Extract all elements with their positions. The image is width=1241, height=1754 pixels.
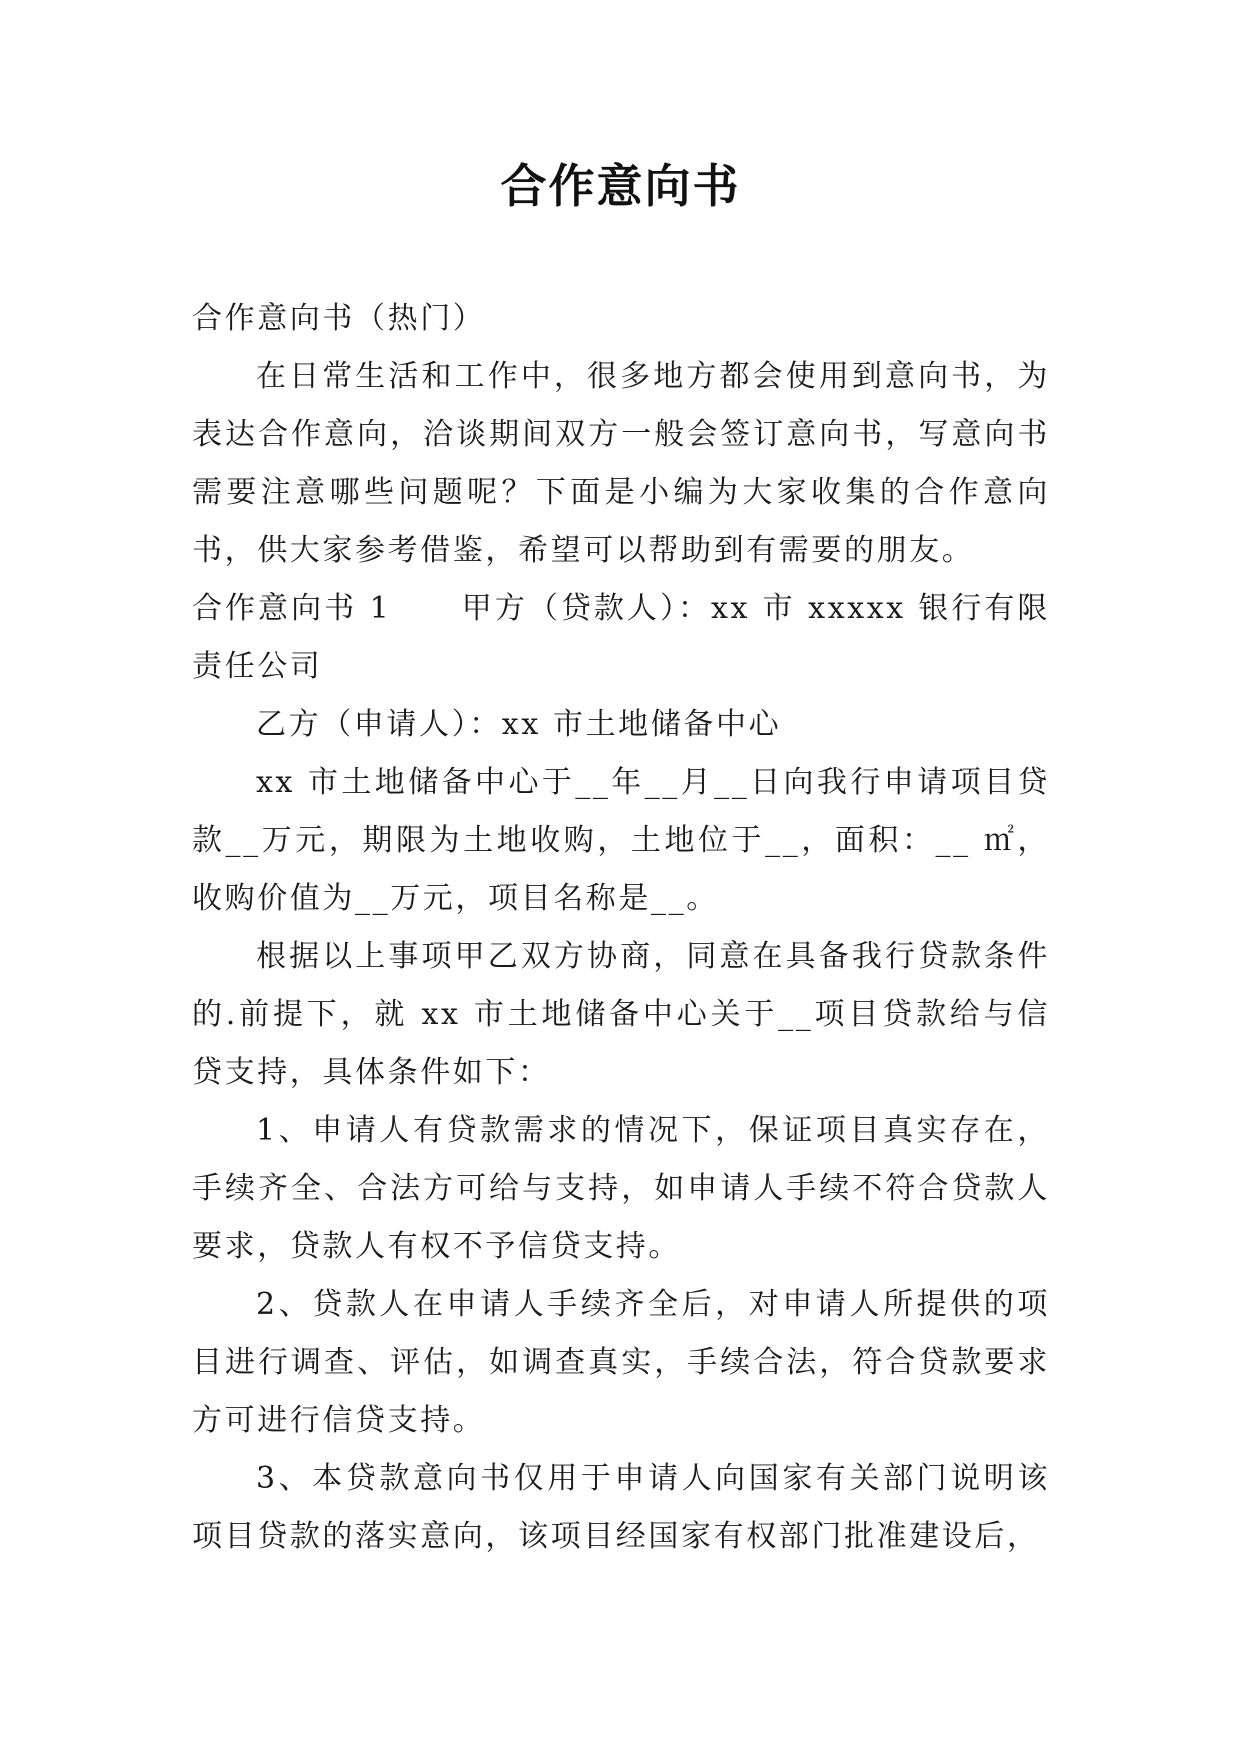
clause-3: 3、本贷款意向书仅用于申请人向国家有关部门说明该项目贷款的落实意向，该项目经国家有权部门批准建设后， [192,1461,1050,1554]
document-subtitle: 合作意向书（热门） [192,301,486,336]
document-title: 合作意向书 [500,159,741,213]
party-a: 甲方（贷款人）：xx 市 xxxxx 银行有限责任公司 [192,591,1050,684]
intro-paragraph: 在日常生活和工作中，很多地方都会使用到意向书，为表达合作意向，洽谈期间双方一般会签订意向书，写意向书需要注意哪些问题呢？下面是小编为大家收集的合作意向书，供大家参考借鉴，希望可以帮助到有需要的朋友。 [192,359,1050,568]
section-label: 合作意向书 1 [192,591,392,626]
party-b: 乙方（申请人）：xx 市土地储备中心 [256,707,782,742]
party-a-line [192,580,1050,696]
clause-2: 2、贷款人在申请人手续齐全后，对申请人所提供的项目进行调查、评估，如调查真实，手续合法，符合贷款要求方可进行信贷支持。 [192,1287,1050,1438]
application-paragraph: xx 市土地储备中心于__年__月__日向我行申请项目贷款__万元，期限为土地收购，土地位于__，面积：__ ㎡，收购价值为__万元，项目名称是__。 [192,765,1050,916]
clause-1: 1、申请人有贷款需求的情况下，保证项目真实存在，手续齐全、合法方可给与支持，如申请人手续不符合贷款人要求，贷款人有权不予信贷支持。 [192,1113,1050,1264]
document-body [192,290,1050,1566]
basis-paragraph: 根据以上事项甲乙双方协商，同意在具备我行贷款条件的.前提下，就 xx 市土地储备中心关于__项目贷款给与信贷支持，具体条件如下： [192,939,1050,1090]
